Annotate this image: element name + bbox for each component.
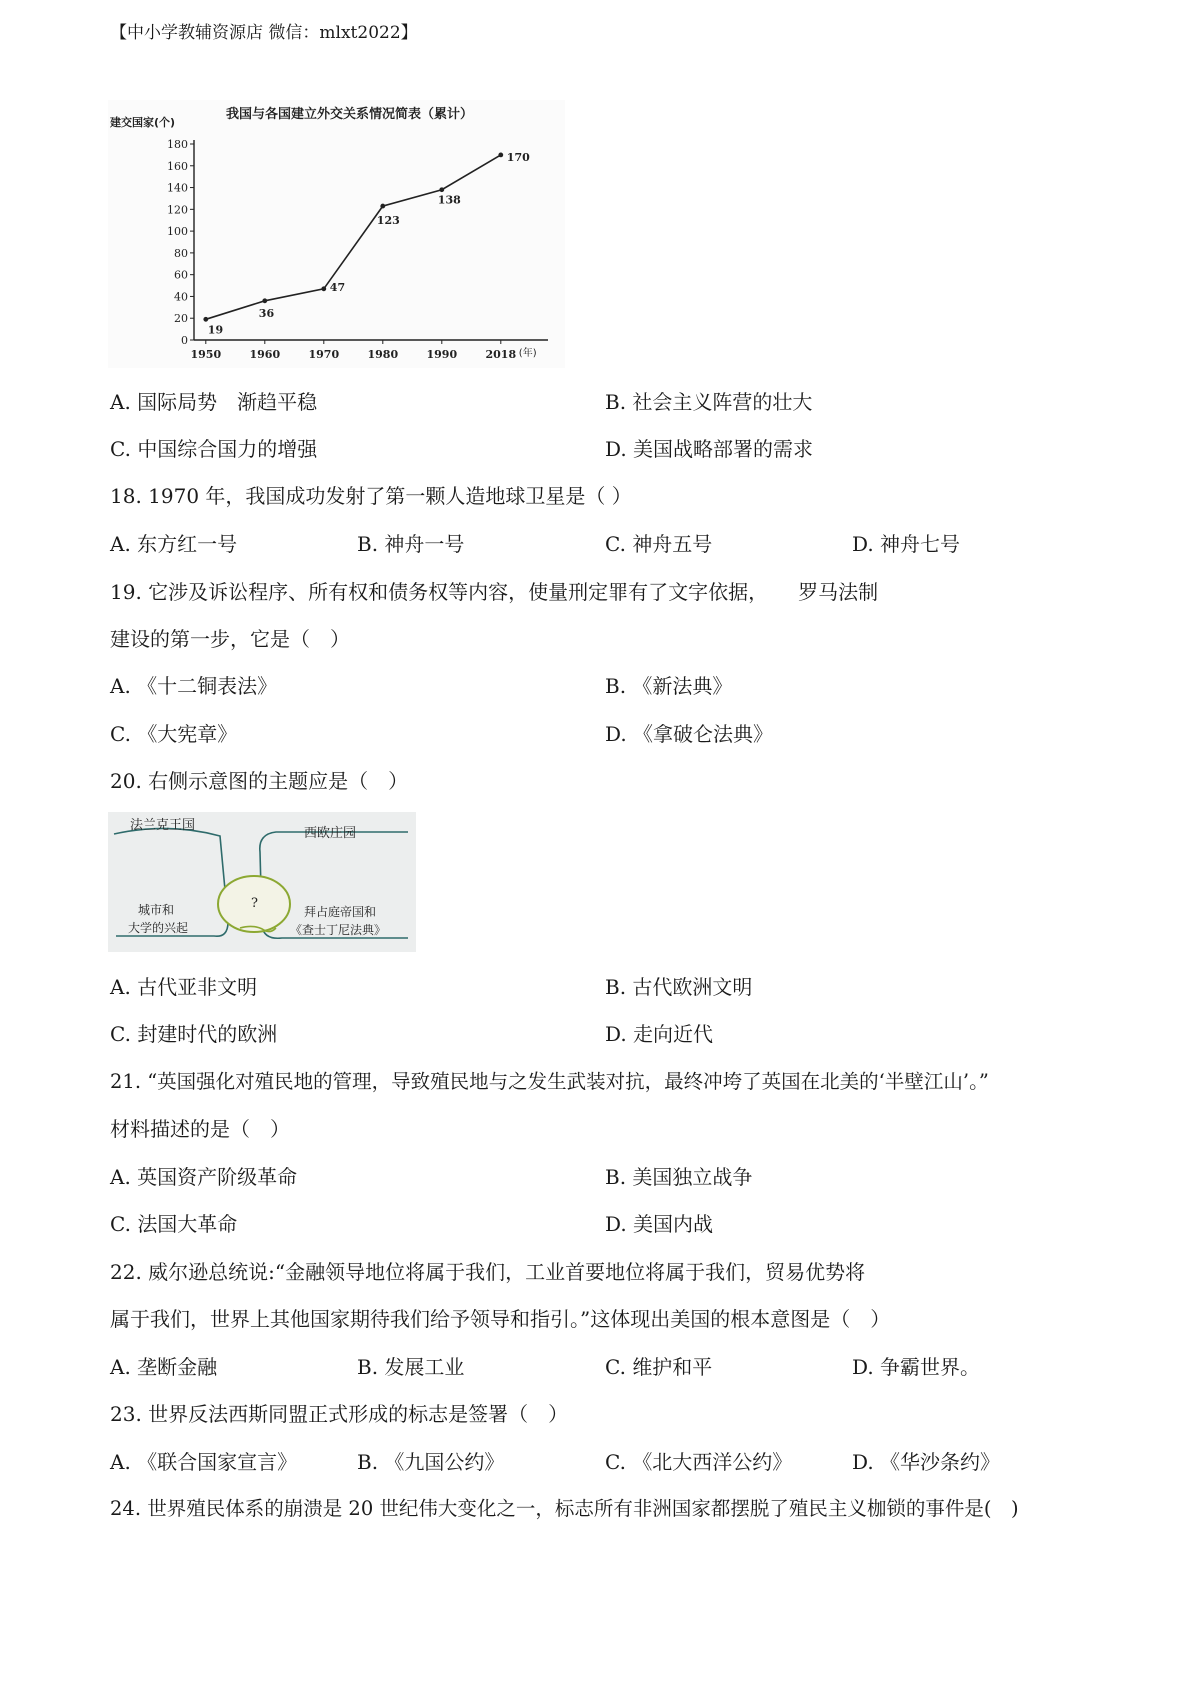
q18-option-d[interactable]: D. 神舟七号: [852, 532, 961, 556]
q19-option-d[interactable]: D. 《拿破仑法典》: [605, 722, 774, 746]
q21-option-c[interactable]: C. 法国大革命: [110, 1212, 238, 1236]
y-tick-label: 60: [174, 268, 188, 282]
data-label: 47: [329, 280, 346, 294]
diagram-bottom-right-2: 《查士丁尼法典》: [290, 923, 387, 937]
x-axis-unit: (年): [518, 348, 537, 359]
q17-option-d[interactable]: D. 美国战略部署的需求: [605, 437, 814, 461]
series-line: [206, 155, 501, 319]
q18-option-b[interactable]: B. 神舟一号: [357, 532, 465, 556]
data-point: [498, 152, 503, 157]
y-tick-label: 160: [167, 159, 188, 173]
diagram-bottom-right-1: 拜占庭帝国和: [304, 905, 377, 919]
y-tick-label: 80: [174, 246, 188, 260]
x-tick-label: 1960: [249, 348, 281, 361]
page-header: 【中小学教辅资源店 微信：mlxt2022】: [110, 23, 418, 43]
q22-option-c[interactable]: C. 维护和平: [605, 1355, 713, 1379]
q17-option-a[interactable]: A. 国际局势 渐趋平稳: [110, 390, 318, 414]
q19-option-b[interactable]: B. 《新法典》: [605, 674, 733, 698]
q19-stem-line2: 建设的第一步，它是（ ）: [110, 627, 350, 651]
diagram-bottom-left-2: 大学的兴起: [128, 921, 189, 935]
y-tick-label: 100: [167, 225, 188, 239]
chart-title: 我国与各国建立外交关系情况简表（累计）: [226, 107, 474, 122]
q22-stem-line2: 属于我们，世界上其他国家期待我们给予领导和指引。”这体现出美国的根本意图是（ ）: [110, 1307, 891, 1331]
q17-option-b[interactable]: B. 社会主义阵营的壮大: [605, 390, 813, 414]
chart-ylabel: 建交国家(个): [110, 116, 176, 129]
diagram-bottom-left-1: 城市和: [138, 903, 175, 917]
data-label: 19: [207, 323, 224, 337]
q21-option-b[interactable]: B. 美国独立战争: [605, 1165, 753, 1189]
diagram-top-right: 西欧庄园: [304, 826, 357, 841]
q18-option-c[interactable]: C. 神舟五号: [605, 532, 713, 556]
q23-stem: 23. 世界反法西斯同盟正式形成的标志是签署（ ）: [110, 1402, 569, 1426]
q17-option-c[interactable]: C. 中国综合国力的增强: [110, 437, 318, 461]
q18-option-a[interactable]: A. 东方红一号: [110, 532, 238, 556]
x-tick-label: 1980: [367, 348, 399, 361]
diagram-top-left: 法兰克王国: [130, 818, 196, 833]
x-tick-label: 1950: [190, 348, 222, 361]
x-tick-label: 1990: [426, 348, 458, 361]
q21-stem-line1: 21. “英国强化对殖民地的管理，导致殖民地与之发生武装对抗，最终冲垮了英国在北美的‘半壁江山’。”: [110, 1070, 989, 1093]
data-point: [262, 298, 267, 303]
data-label: 36: [258, 306, 275, 320]
x-tick-label: 1970: [308, 348, 340, 361]
diagram-center-question: ?: [251, 896, 258, 911]
q20-option-b[interactable]: B. 古代欧洲文明: [605, 975, 753, 999]
q19-option-c[interactable]: C. 《大宪章》: [110, 722, 238, 746]
q20-option-c[interactable]: C. 封建时代的欧洲: [110, 1022, 278, 1046]
y-tick-label: 40: [174, 290, 188, 304]
q19-option-a[interactable]: A. 《十二铜表法》: [110, 674, 278, 698]
q19-stem-line1: 19. 它涉及诉讼程序、所有权和债务权等内容，使量刑定罪有了文字依据， 罗马法制: [110, 580, 879, 604]
x-tick-label: 2018: [485, 348, 517, 361]
q23-option-b[interactable]: B. 《九国公约》: [357, 1450, 505, 1474]
q21-option-d[interactable]: D. 美国内战: [605, 1212, 714, 1236]
data-label: 170: [506, 150, 530, 164]
q22-option-b[interactable]: B. 发展工业: [357, 1355, 465, 1379]
y-tick-label: 0: [181, 334, 188, 347]
q18-stem: 18. 1970 年，我国成功发射了第一颗人造地球卫星是（ ）: [110, 484, 632, 508]
data-point: [321, 286, 326, 291]
data-point: [380, 204, 385, 209]
data-point: [439, 187, 444, 192]
y-tick-label: 180: [167, 138, 188, 151]
diplomatic-relations-chart: [108, 100, 565, 368]
q23-option-d[interactable]: D. 《华沙条约》: [852, 1450, 1001, 1474]
q23-option-a[interactable]: A. 《联合国家宣言》: [110, 1450, 298, 1474]
q21-stem-line2: 材料描述的是（ ）: [110, 1117, 290, 1141]
q22-option-a[interactable]: A. 垄断金融: [110, 1355, 218, 1379]
q20-option-a[interactable]: A. 古代亚非文明: [110, 975, 258, 999]
medieval-europe-diagram: [108, 812, 416, 952]
q24-stem: 24. 世界殖民体系的崩溃是 20 世纪伟大变化之一，标志所有非洲国家都摆脱了殖民主义枷锁的事件是( ): [110, 1497, 1019, 1520]
data-label: 123: [376, 214, 400, 228]
q20-option-d[interactable]: D. 走向近代: [605, 1022, 714, 1046]
data-label: 138: [437, 193, 461, 207]
q23-option-c[interactable]: C. 《北大西洋公约》: [605, 1450, 793, 1474]
y-tick-label: 20: [174, 312, 188, 326]
y-tick-label: 120: [167, 203, 188, 217]
q22-option-d[interactable]: D. 争霸世界。: [852, 1355, 981, 1379]
q21-option-a[interactable]: A. 英国资产阶级革命: [110, 1165, 298, 1189]
q22-stem-line1: 22. 威尔逊总统说:“金融领导地位将属于我们，工业首要地位将属于我们，贸易优势将: [110, 1260, 866, 1284]
q20-stem: 20. 右侧示意图的主题应是（ ）: [110, 769, 409, 793]
y-tick-label: 140: [167, 181, 188, 195]
data-point: [203, 317, 208, 322]
